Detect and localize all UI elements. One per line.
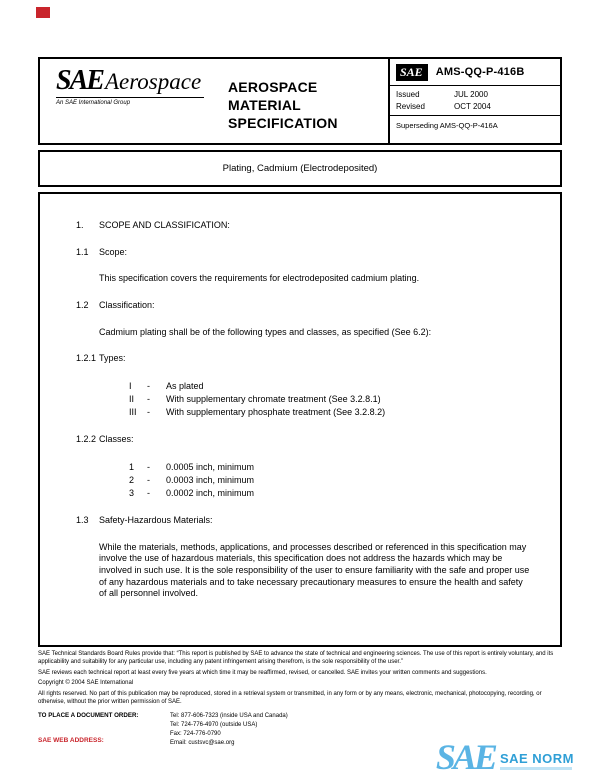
section-heading: [76, 220, 532, 232]
paragraph: This specification covers the requirements for electrodeposited cadmium plating.: [99, 273, 420, 284]
contact-line: Email: custsvc@sae.org: [170, 739, 235, 746]
title-line-1: AEROSPACE: [228, 79, 318, 95]
section-title: SCOPE AND CLASSIFICATION:: [99, 220, 230, 230]
list-item-separator: -: [147, 394, 150, 405]
list-item-key: III: [129, 407, 137, 418]
specification-title-bar: [38, 150, 562, 187]
list-item: [129, 474, 532, 487]
list-item-key: II: [129, 394, 135, 405]
order-label: TO PLACE A DOCUMENT ORDER:: [38, 711, 139, 719]
document-number: AMS-QQ-P-416B: [435, 66, 525, 78]
section-number: 1.2: [76, 300, 89, 311]
sae-norm-label: SAE NORM: [499, 751, 574, 766]
section-title: Classification:: [99, 300, 155, 311]
sae-norm-watermark: [435, 737, 574, 776]
list-item: [129, 393, 532, 406]
list-item-desc: 0.0002 inch, minimum: [166, 487, 255, 498]
web-address-label: SAE WEB ADDRESS:: [38, 737, 104, 745]
copyright-line: Copyright © 2004 SAE International: [38, 680, 134, 687]
specification-body: [38, 192, 562, 647]
section-heading: [76, 247, 532, 259]
types-list: [129, 380, 532, 419]
sae-norm-logo-icon: SAE: [435, 737, 495, 776]
document-type-title: [218, 59, 388, 143]
list-item-desc: With supplementary chromate treatment (See 3.2.8.1): [166, 394, 381, 405]
contact-line: Fax: 724-776-0790: [170, 730, 221, 737]
list-item-desc: With supplementary phosphate treatment (See 3.2.8.2): [166, 407, 386, 418]
aerospace-logo-text: Aerospace: [104, 69, 202, 94]
list-item-separator: -: [147, 407, 150, 418]
contact-line: Tel: 877-606-7323 (inside USA and Canada): [170, 712, 288, 719]
section-heading: [76, 434, 532, 446]
section-title: Classes:: [99, 434, 134, 445]
document-footer: [38, 651, 562, 748]
list-item: [129, 380, 532, 393]
title-line-3: SPECIFICATION: [228, 114, 338, 131]
contact-block: [170, 712, 288, 748]
specification-title: Plating, Cadmium (Electrodeposited): [222, 163, 378, 174]
list-item-separator: -: [147, 487, 150, 498]
section-number: 1.1: [76, 246, 89, 257]
section-title: Types:: [99, 353, 126, 364]
section-heading: [76, 515, 532, 527]
list-item-key: 2: [129, 474, 135, 485]
section-number: 1.3: [76, 514, 89, 525]
document-header: [38, 57, 562, 145]
issued-value: JUL 2000: [454, 90, 488, 99]
list-item-key: 1: [129, 461, 135, 472]
document-id-block: [388, 59, 560, 143]
list-item: [129, 461, 532, 474]
list-item-key: 3: [129, 487, 135, 498]
sae-aerospace-logo: [40, 59, 218, 143]
issued-label: Issued: [396, 90, 420, 99]
section-title: Safety-Hazardous Materials:: [99, 514, 213, 525]
rights-note: All rights reserved. No part of this publication may be reproduced, stored in a retrieval system or transmitted, in any form or by any means, electronic, mechanical, photocopying, recording, or otherwise, without the prior written permission of SAE.: [38, 691, 542, 705]
safety-paragraph: While the materials, methods, applications, and processes described or referenced in this specification may involve the use of hazardous materials, this specification does not address the hazards which may be involved in such use. It is the sole responsibility of the user to ensure familiarity with the safe and proper use of any hazardous materials and to take necessary precautionary measures to ensure the health and safety of all personnel involved.: [99, 541, 530, 599]
logo-tagline: An SAE International Group: [56, 100, 131, 106]
list-item-desc: As plated: [166, 381, 204, 392]
list-item: [129, 406, 532, 419]
section-number: 1.2.1: [76, 353, 97, 364]
section-number: 1.: [76, 220, 84, 230]
classes-list: [129, 461, 532, 500]
sae-badge: SAE: [396, 64, 428, 81]
list-item-key: I: [129, 381, 132, 392]
sae-norm-subline: [500, 767, 572, 770]
superseding-note: Superseding AMS-QQ-P-416A: [396, 121, 498, 130]
section-heading: [76, 300, 532, 312]
section-title: Scope:: [99, 246, 128, 257]
review-note: SAE reviews each technical report at least every five years at which time it may be reaffirmed, revised, or cancelled. SAE invites your written comments and suggestions.: [38, 669, 487, 676]
revised-value: OCT 2004: [454, 102, 491, 111]
section-number: 1.2.2: [76, 434, 97, 445]
paragraph: Cadmium plating shall be of the following types and classes, as specified (See 6.2):: [99, 326, 432, 337]
list-item-desc: 0.0003 inch, minimum: [166, 474, 255, 485]
list-item-separator: -: [147, 474, 150, 485]
list-item: [129, 487, 532, 500]
contact-line: Tel: 724-776-4970 (outside USA): [170, 721, 258, 728]
sae-logo-text: SAE: [56, 65, 103, 96]
board-rules-note: SAE Technical Standards Board Rules provide that: “This report is published by SAE to advance the state of technical and engineering sciences. The use of this report is entirely voluntary, and its applicability and suitability for any particular use, including any patent infringement arising therefrom, is the sole responsibility of the user.”: [38, 651, 554, 665]
list-item-separator: -: [147, 381, 150, 392]
red-corner-mark: [36, 7, 50, 18]
section-heading: [76, 353, 532, 365]
revised-label: Revised: [396, 102, 425, 111]
title-line-2: MATERIAL: [228, 96, 301, 113]
logo-divider: [56, 97, 204, 98]
list-item-separator: -: [147, 461, 150, 472]
list-item-desc: 0.0005 inch, minimum: [166, 461, 255, 472]
